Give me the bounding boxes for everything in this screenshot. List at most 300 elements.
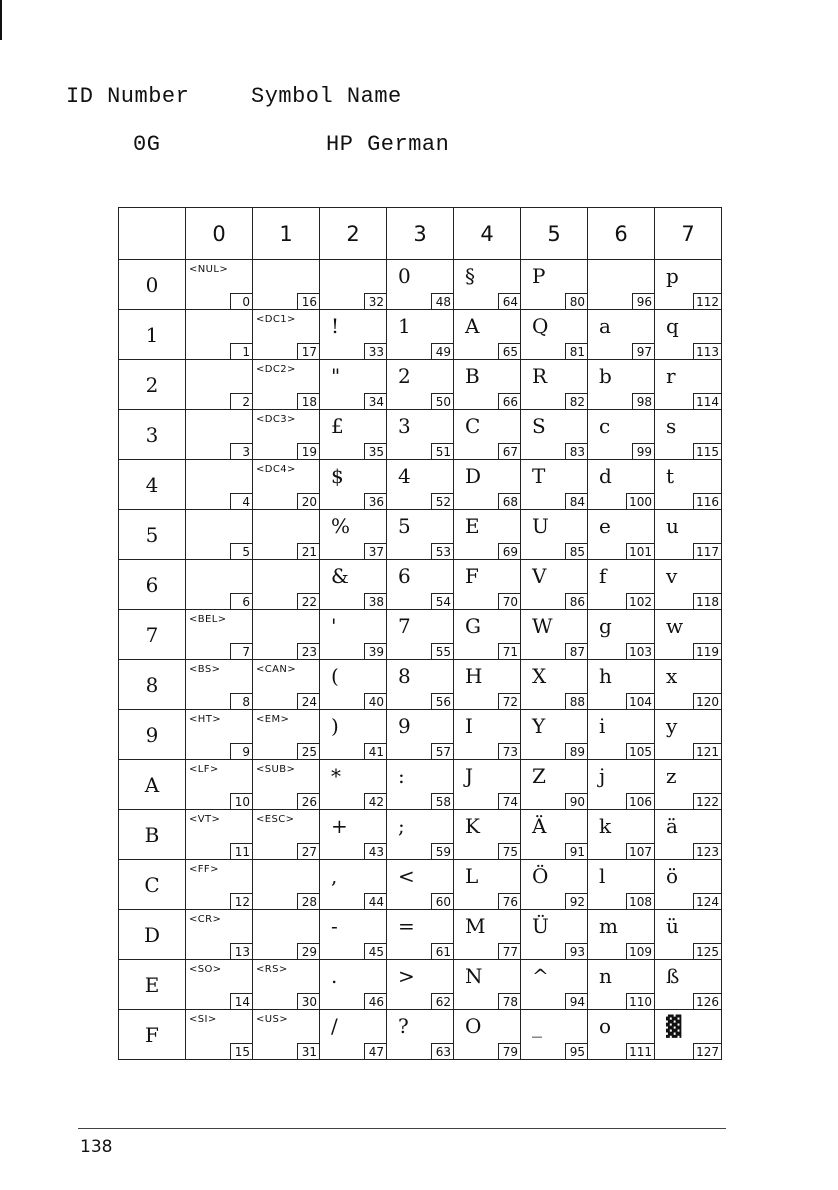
decimal-code: 115 (693, 443, 721, 459)
character-glyph: ^ (532, 964, 549, 988)
decimal-code: 76 (498, 893, 520, 909)
character-glyph: ? (398, 1014, 409, 1038)
char-cell (655, 810, 722, 860)
char-cell (320, 610, 387, 660)
column-header-6: 6 (588, 208, 655, 260)
char-cell (253, 860, 320, 910)
char-cell (588, 360, 655, 410)
table-row (119, 910, 722, 960)
decimal-code: 40 (364, 693, 386, 709)
char-cell (253, 460, 320, 510)
decimal-code: 5 (230, 543, 252, 559)
char-cell (588, 1010, 655, 1060)
decimal-code: 6 (230, 593, 252, 609)
decimal-code: 0 (230, 293, 252, 309)
char-cell (186, 510, 253, 560)
char-cell (186, 560, 253, 610)
character-glyph: t (666, 464, 675, 488)
decimal-code: 77 (498, 943, 520, 959)
character-glyph: + (331, 814, 348, 838)
char-cell (521, 410, 588, 460)
character-glyph: / (331, 1014, 338, 1038)
decimal-code: 111 (626, 1043, 654, 1059)
character-glyph: , (331, 864, 338, 888)
decimal-code: 83 (565, 443, 587, 459)
decimal-code: 125 (693, 943, 721, 959)
char-cell (454, 910, 521, 960)
character-glyph: 8 (398, 664, 411, 688)
character-glyph: D (465, 464, 482, 488)
decimal-code: 47 (364, 1043, 386, 1059)
character-glyph: m (599, 914, 618, 938)
character-glyph: ö (666, 864, 679, 888)
char-cell (186, 710, 253, 760)
character-glyph: y (666, 714, 678, 738)
character-glyph: P (532, 264, 546, 288)
character-glyph: C (465, 414, 481, 438)
decimal-code: 110 (626, 993, 654, 1009)
character-glyph: K (465, 814, 480, 838)
decimal-code: 4 (230, 493, 252, 509)
decimal-code: 106 (626, 793, 654, 809)
character-glyph: ! (331, 314, 340, 338)
character-glyph: G (465, 614, 481, 638)
table-row (119, 510, 722, 560)
control-code-label: <SUB> (256, 764, 296, 775)
row-header-F: F (119, 1010, 186, 1060)
char-cell (387, 510, 454, 560)
char-cell (387, 860, 454, 910)
decimal-code: 1 (230, 343, 252, 359)
decimal-code: 34 (364, 393, 386, 409)
column-header-4: 4 (454, 208, 521, 260)
decimal-code: 68 (498, 493, 520, 509)
character-glyph: w (666, 614, 684, 638)
character-glyph: c (599, 414, 611, 438)
character-glyph: § (465, 264, 475, 288)
char-cell (387, 310, 454, 360)
decimal-code: 82 (565, 393, 587, 409)
decimal-code: 75 (498, 843, 520, 859)
character-glyph: q (666, 314, 679, 338)
char-cell (253, 660, 320, 710)
decimal-code: 11 (230, 843, 252, 859)
character-glyph: f (599, 564, 607, 588)
decimal-code: 8 (230, 693, 252, 709)
char-cell (253, 960, 320, 1010)
char-cell (186, 460, 253, 510)
char-cell (186, 910, 253, 960)
decimal-code: 39 (364, 643, 386, 659)
char-cell (253, 1010, 320, 1060)
page-number: 138 (80, 1137, 113, 1157)
character-glyph: Q (532, 314, 549, 338)
char-cell (521, 310, 588, 360)
character-glyph: d (599, 464, 612, 488)
char-cell (588, 310, 655, 360)
char-cell (320, 410, 387, 460)
character-glyph: Ö (532, 864, 549, 888)
character-glyph: k (599, 814, 612, 838)
char-cell (521, 860, 588, 910)
character-glyph: M (465, 914, 486, 938)
char-cell (387, 360, 454, 410)
character-glyph: x (666, 664, 678, 688)
character-glyph: 2 (398, 364, 411, 388)
character-glyph: E (465, 514, 480, 538)
row-header-E: E (119, 960, 186, 1010)
char-cell (521, 660, 588, 710)
decimal-code: 37 (364, 543, 386, 559)
row-header-B: B (119, 810, 186, 860)
decimal-code: 80 (565, 293, 587, 309)
decimal-code: 15 (230, 1043, 252, 1059)
decimal-code: 118 (693, 593, 721, 609)
character-glyph: ; (398, 814, 405, 838)
control-code-label: <HT> (189, 714, 221, 725)
character-glyph: 6 (398, 564, 411, 588)
row-header-6: 6 (119, 560, 186, 610)
character-glyph: A (465, 314, 480, 338)
char-cell (253, 260, 320, 310)
decimal-code: 43 (364, 843, 386, 859)
char-cell (387, 760, 454, 810)
character-glyph: ' (331, 614, 337, 638)
char-cell (588, 260, 655, 310)
decimal-code: 38 (364, 593, 386, 609)
char-cell (454, 660, 521, 710)
character-glyph: H (465, 664, 483, 688)
decimal-code: 124 (693, 893, 721, 909)
decimal-code: 112 (693, 293, 721, 309)
column-header-3: 3 (387, 208, 454, 260)
decimal-code: 74 (498, 793, 520, 809)
char-cell (320, 910, 387, 960)
char-cell (454, 560, 521, 610)
control-code-label: <FF> (189, 864, 219, 875)
character-glyph: L (465, 864, 479, 888)
character-glyph: g (599, 614, 612, 638)
character-glyph: h (599, 664, 612, 688)
character-glyph: s (666, 414, 677, 438)
char-cell (253, 310, 320, 360)
decimal-code: 31 (297, 1043, 319, 1059)
char-cell (588, 510, 655, 560)
char-cell (387, 410, 454, 460)
char-cell (655, 660, 722, 710)
character-glyph: Ü (532, 914, 549, 938)
decimal-code: 105 (626, 743, 654, 759)
scan-edge-mark (0, 0, 2, 40)
char-cell (655, 360, 722, 410)
char-cell (253, 760, 320, 810)
id-number-value: 0G (133, 132, 161, 157)
char-cell (588, 810, 655, 860)
character-glyph: = (398, 914, 415, 938)
char-cell (253, 810, 320, 860)
decimal-code: 60 (431, 893, 453, 909)
control-code-label: <NUL> (189, 264, 229, 275)
control-code-label: <ESC> (256, 814, 295, 825)
char-cell (588, 560, 655, 610)
character-glyph: z (666, 764, 677, 788)
decimal-code: 88 (565, 693, 587, 709)
character-glyph: r (666, 364, 676, 388)
table-row (119, 660, 722, 710)
decimal-code: 97 (632, 343, 654, 359)
decimal-code: 45 (364, 943, 386, 959)
decimal-code: 33 (364, 343, 386, 359)
row-header-4: 4 (119, 460, 186, 510)
decimal-code: 81 (565, 343, 587, 359)
char-cell (186, 860, 253, 910)
char-cell (320, 310, 387, 360)
char-cell (320, 460, 387, 510)
decimal-code: 59 (431, 843, 453, 859)
decimal-code: 57 (431, 743, 453, 759)
control-code-label: <CR> (189, 914, 222, 925)
character-glyph: Ä (532, 814, 547, 838)
character-glyph: a (599, 314, 611, 338)
char-cell (186, 810, 253, 860)
character-glyph: l (599, 864, 606, 888)
char-cell (454, 710, 521, 760)
decimal-code: 99 (632, 443, 654, 459)
decimal-code: 55 (431, 643, 453, 659)
decimal-code: 35 (364, 443, 386, 459)
decimal-code: 90 (565, 793, 587, 809)
decimal-code: 29 (297, 943, 319, 959)
decimal-code: 12 (230, 893, 252, 909)
character-glyph: - (331, 914, 338, 938)
char-cell (655, 460, 722, 510)
control-code-label: <DC3> (256, 414, 296, 425)
decimal-code: 54 (431, 593, 453, 609)
char-cell (454, 610, 521, 660)
char-cell (320, 560, 387, 610)
character-glyph: ) (331, 714, 339, 738)
control-code-label: <VT> (189, 814, 221, 825)
char-cell (320, 260, 387, 310)
char-cell (186, 260, 253, 310)
table-row (119, 560, 722, 610)
column-header-0: 0 (186, 208, 253, 260)
char-cell (320, 810, 387, 860)
table-row (119, 860, 722, 910)
row-header-C: C (119, 860, 186, 910)
row-header-8: 8 (119, 660, 186, 710)
control-code-label: <DC4> (256, 464, 296, 475)
char-cell (387, 910, 454, 960)
character-glyph: & (331, 564, 349, 588)
char-cell (320, 710, 387, 760)
char-cell (454, 810, 521, 860)
decimal-code: 72 (498, 693, 520, 709)
char-cell (454, 260, 521, 310)
decimal-code: 109 (626, 943, 654, 959)
control-code-label: <SI> (189, 1014, 217, 1025)
decimal-code: 49 (431, 343, 453, 359)
character-glyph: 1 (398, 314, 411, 338)
decimal-code: 116 (693, 493, 721, 509)
char-cell (655, 960, 722, 1010)
row-header-2: 2 (119, 360, 186, 410)
decimal-code: 91 (565, 843, 587, 859)
decimal-code: 28 (297, 893, 319, 909)
char-cell (588, 410, 655, 460)
decimal-code: 61 (431, 943, 453, 959)
char-cell (521, 610, 588, 660)
character-glyph: B (465, 364, 480, 388)
decimal-code: 3 (230, 443, 252, 459)
char-cell (521, 910, 588, 960)
character-glyph: 3 (398, 414, 411, 438)
char-cell (454, 510, 521, 560)
character-glyph: 5 (398, 514, 411, 538)
table-row (119, 610, 722, 660)
character-glyph: * (331, 764, 341, 788)
row-header-0: 0 (119, 260, 186, 310)
char-cell (521, 560, 588, 610)
character-glyph: . (331, 964, 338, 988)
decimal-code: 65 (498, 343, 520, 359)
decimal-code: 30 (297, 993, 319, 1009)
character-glyph: < (398, 864, 415, 888)
decimal-code: 71 (498, 643, 520, 659)
character-glyph: ü (666, 914, 679, 938)
char-cell (655, 760, 722, 810)
decimal-code: 108 (626, 893, 654, 909)
char-cell (454, 860, 521, 910)
decimal-code: 87 (565, 643, 587, 659)
char-cell (387, 660, 454, 710)
decimal-code: 24 (297, 693, 319, 709)
character-glyph: $ (331, 464, 344, 488)
decimal-code: 107 (626, 843, 654, 859)
decimal-code: 122 (693, 793, 721, 809)
decimal-code: 44 (364, 893, 386, 909)
char-cell (588, 460, 655, 510)
decimal-code: 18 (297, 393, 319, 409)
character-glyph: j (599, 764, 606, 788)
decimal-code: 9 (230, 743, 252, 759)
decimal-code: 36 (364, 493, 386, 509)
decimal-code: 93 (565, 943, 587, 959)
row-header-3: 3 (119, 410, 186, 460)
decimal-code: 89 (565, 743, 587, 759)
row-header-1: 1 (119, 310, 186, 360)
character-set-table (118, 207, 722, 1060)
character-glyph: I (465, 714, 473, 738)
character-glyph: £ (331, 414, 344, 438)
row-header-9: 9 (119, 710, 186, 760)
control-code-label: <SO> (189, 964, 222, 975)
symbol-name-label: Symbol Name (251, 84, 402, 109)
decimal-code: 123 (693, 843, 721, 859)
char-cell (186, 310, 253, 360)
char-cell (454, 960, 521, 1010)
char-cell (521, 1010, 588, 1060)
decimal-code: 117 (693, 543, 721, 559)
decimal-code: 67 (498, 443, 520, 459)
char-cell (387, 260, 454, 310)
char-cell (655, 910, 722, 960)
control-code-label: <LF> (189, 764, 219, 775)
decimal-code: 66 (498, 393, 520, 409)
table-row (119, 310, 722, 360)
control-code-label: <EM> (256, 714, 290, 725)
decimal-code: 78 (498, 993, 520, 1009)
character-table-body (119, 260, 722, 1060)
char-cell (454, 310, 521, 360)
decimal-code: 70 (498, 593, 520, 609)
character-glyph: F (465, 564, 479, 588)
control-code-label: <BEL> (189, 614, 227, 625)
table-row (119, 960, 722, 1010)
char-cell (588, 860, 655, 910)
decimal-code: 85 (565, 543, 587, 559)
table-row (119, 410, 722, 460)
char-cell (186, 360, 253, 410)
char-cell (253, 710, 320, 760)
decimal-code: 73 (498, 743, 520, 759)
decimal-code: 95 (565, 1043, 587, 1059)
character-glyph: 4 (398, 464, 411, 488)
table-row (119, 1010, 722, 1060)
char-cell (253, 910, 320, 960)
character-glyph: e (599, 514, 611, 538)
decimal-code: 53 (431, 543, 453, 559)
row-header-A: A (119, 760, 186, 810)
decimal-code: 19 (297, 443, 319, 459)
char-cell (454, 760, 521, 810)
char-cell (521, 810, 588, 860)
character-glyph: 0 (398, 264, 411, 288)
char-cell (655, 1010, 722, 1060)
decimal-code: 26 (297, 793, 319, 809)
decimal-code: 50 (431, 393, 453, 409)
column-header-7: 7 (655, 208, 722, 260)
decimal-code: 126 (693, 993, 721, 1009)
char-cell (521, 260, 588, 310)
char-cell (588, 760, 655, 810)
decimal-code: 103 (626, 643, 654, 659)
table-row (119, 460, 722, 510)
decimal-code: 86 (565, 593, 587, 609)
character-glyph: W (532, 614, 553, 638)
column-header-1: 1 (253, 208, 320, 260)
row-header-5: 5 (119, 510, 186, 560)
character-glyph: V (532, 564, 547, 588)
decimal-code: 10 (230, 793, 252, 809)
char-cell (521, 510, 588, 560)
char-cell (454, 460, 521, 510)
char-cell (521, 460, 588, 510)
char-cell (387, 810, 454, 860)
char-cell (186, 410, 253, 460)
decimal-code: 104 (626, 693, 654, 709)
char-cell (387, 1010, 454, 1060)
character-glyph: " (331, 364, 341, 388)
control-code-label: <DC2> (256, 364, 296, 375)
character-glyph: n (599, 964, 612, 988)
char-cell (655, 710, 722, 760)
char-cell (186, 610, 253, 660)
character-glyph: p (666, 264, 679, 288)
char-cell (186, 1010, 253, 1060)
char-cell (253, 510, 320, 560)
character-glyph: J (465, 764, 474, 788)
